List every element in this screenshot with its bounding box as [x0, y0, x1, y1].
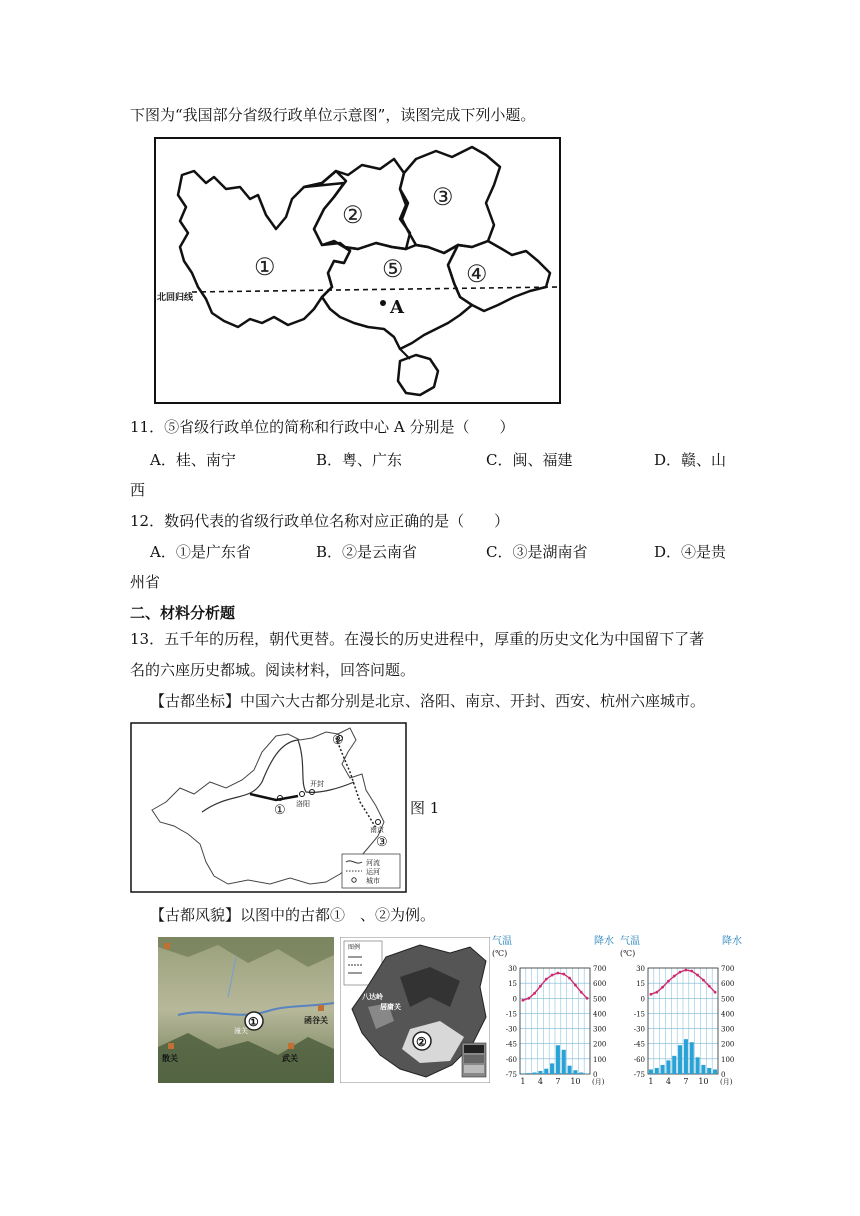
climate2-precip-bar — [690, 1042, 694, 1074]
climate1-temp-point — [551, 974, 554, 977]
climate2-temp-point — [685, 969, 688, 972]
climate2-precip-tick: 700 — [721, 965, 735, 973]
climate2-temp-tick: 15 — [636, 980, 645, 989]
tropic-label: 北回归线 — [157, 293, 194, 303]
climate1-precip-bar — [573, 1070, 577, 1074]
climate2-temp-point — [673, 975, 676, 978]
climate2-precip-tick: 400 — [721, 1010, 735, 1019]
climate1-temp-point — [527, 997, 530, 1000]
photo1-label-wuguan: 武关 — [282, 1053, 298, 1063]
climate2-x-unit: (月) — [720, 1078, 733, 1086]
climate2-right-title: 降水 — [722, 936, 742, 947]
capital-label-a: A — [390, 297, 404, 318]
map2-label-badaling: 八达岭 — [362, 992, 383, 1001]
capital-1-terrain-photo — [158, 937, 334, 1083]
climate1-precip-bar — [544, 1069, 548, 1074]
map2-legend-title: 图例 — [348, 944, 361, 951]
q13-material-2: 【古都风貌】以图中的古都① 、②为例。 — [150, 906, 436, 924]
fig1-legend-river: 河流 — [366, 859, 380, 867]
q13-line-2: 名的六座历史都城。阅读材料，回答问题。 — [130, 661, 416, 679]
fig1-legend-city: 城市 — [366, 877, 380, 885]
climate2-temp-point — [650, 993, 653, 996]
climate2-temp-point — [696, 974, 699, 977]
climate2-temp-point — [714, 991, 717, 994]
climate2-temp-tick: 0 — [640, 995, 645, 1004]
photo1-label-hanguguan: 函谷关 — [304, 1015, 328, 1025]
climate2-temp-point — [690, 970, 693, 973]
climate2-precip-bar — [666, 1060, 670, 1074]
climate1-x-unit: (月) — [592, 1078, 605, 1086]
climate2-precip-bar — [696, 1057, 700, 1074]
climate1-temp-point — [545, 978, 548, 981]
climate1-temp-tick: -60 — [505, 1055, 517, 1064]
climate2-temp-tick: -15 — [633, 1010, 645, 1019]
climate1-precip-tick: 400 — [593, 1010, 607, 1019]
climate2-left-title: 气温 — [620, 936, 640, 947]
climate1-precip-tick: 600 — [593, 980, 607, 989]
climate1-precip-bar — [550, 1063, 554, 1074]
climate2-month-tick: 10 — [698, 1077, 709, 1086]
climate1-temp-point — [568, 977, 571, 980]
capital-2-map — [340, 937, 490, 1083]
q12-option-a: A．①是广东省 — [150, 543, 251, 561]
climate1-temp-tick: -15 — [505, 1010, 517, 1019]
climate2-precip-tick: 300 — [721, 1025, 735, 1034]
q11-option-c: C．闽、福建 — [486, 451, 573, 469]
capitals-map — [130, 722, 408, 894]
q13-material-1: 【古都坐标】中国六大古都分别是北京、洛阳、南京、开封、西安、杭州六座城市。 — [150, 692, 706, 710]
climate1-precip-tick: 100 — [593, 1055, 607, 1064]
fig1-city-2: ② — [332, 733, 344, 748]
climate1-month-tick: 4 — [537, 1077, 543, 1086]
climate2-precip-bar — [649, 1069, 653, 1074]
climate1-temp-point — [557, 972, 560, 975]
photo1-label-tongguan: 潼关 — [234, 1027, 248, 1035]
climate2-temp-tick: -75 — [633, 1071, 645, 1079]
climate1-temp-point — [580, 991, 583, 994]
climate2-month-tick: 4 — [665, 1077, 671, 1086]
climate2-left-unit: (℃) — [620, 949, 636, 958]
climate2-temp-point — [655, 991, 658, 994]
climate2-precip-tick: 0 — [721, 1071, 726, 1079]
photo1-label-capital: ① — [248, 1015, 259, 1029]
q12-option-b: B．②是云南省 — [316, 543, 418, 561]
province-map — [154, 137, 562, 405]
climate1-precip-bar — [568, 1066, 572, 1074]
climate1-precip-tick: 500 — [593, 995, 607, 1004]
climate2-precip-tick: 500 — [721, 995, 735, 1004]
climate2-precip-bar — [672, 1056, 676, 1074]
q13-line-1: 13．五千年的历程，朝代更替。在漫长的历史进程中，厚重的历史文化为中国留下了著 — [130, 630, 705, 648]
climate1-temp-point — [539, 985, 542, 988]
fig1-city-3: ③ — [376, 835, 388, 850]
climate2-month-tick: 7 — [683, 1077, 689, 1086]
climate1-temp-point — [522, 999, 525, 1002]
fig1-city-1: ① — [274, 803, 286, 818]
climate1-right-title: 降水 — [594, 936, 614, 947]
climate1-left-title: 气温 — [492, 936, 512, 947]
fig1-city-nanjing: 南京 — [370, 826, 384, 834]
map1-label-5: ⑤ — [382, 255, 404, 283]
climate1-month-tick: 1 — [520, 1077, 526, 1086]
climate2-precip-bar — [678, 1045, 682, 1074]
climate2-temp-tick: 30 — [636, 965, 645, 973]
climate2-temp-point — [708, 985, 711, 988]
map2-label-capital: ② — [416, 1035, 427, 1049]
climate1-precip-bar — [527, 1073, 531, 1074]
climate1-temp-point — [574, 984, 577, 987]
climate2-temp-tick: -45 — [633, 1040, 645, 1049]
climate1-precip-tick: 0 — [593, 1071, 598, 1079]
photo1-label-sanguan: 散关 — [162, 1053, 178, 1063]
fig1-city-kaifeng: 开封 — [310, 780, 324, 788]
q12-stem: 12．数码代表的省级行政单位名称对应正确的是（ ） — [130, 512, 510, 530]
capital-point-a — [380, 300, 386, 306]
q11-option-d: D．赣、山 — [654, 451, 727, 469]
climate2-precip-tick: 200 — [721, 1040, 735, 1049]
map1-label-2: ② — [342, 201, 364, 229]
climate2-precip-tick: 600 — [721, 980, 735, 989]
map2-label-juyongguan: 居庸关 — [380, 1002, 401, 1011]
climate1-temp-tick: -30 — [505, 1025, 517, 1034]
climate2-temp-point — [661, 986, 664, 989]
climate1-temp-point — [586, 997, 589, 1000]
climate1-precip-bar — [533, 1072, 537, 1074]
climate1-month-tick: 10 — [570, 1077, 581, 1086]
q11-option-a: A．桂、南宁 — [150, 451, 236, 469]
climate1-temp-tick: 0 — [512, 995, 517, 1004]
climate2-temp-tick: -30 — [633, 1025, 645, 1034]
map1-label-3: ③ — [432, 183, 454, 211]
fig1-legend-canal: 运河 — [366, 868, 380, 876]
climate2-temp-point — [679, 971, 682, 974]
climate1-precip-bar — [521, 1073, 525, 1074]
section-2-title: 二、材料分析题 — [130, 604, 236, 622]
climate2-precip-bar — [707, 1068, 711, 1074]
climate1-month-tick: 7 — [555, 1077, 561, 1086]
climate1-temp-tick: 30 — [508, 965, 517, 973]
map1-label-4: ④ — [466, 260, 488, 288]
climate2-precip-tick: 100 — [721, 1055, 735, 1064]
climate2-precip-bar — [684, 1039, 688, 1074]
climate1-precip-tick: 200 — [593, 1040, 607, 1049]
climate1-precip-tick: 300 — [593, 1025, 607, 1034]
climate1-precip-bar — [538, 1071, 542, 1074]
q12-option-c: C．③是湖南省 — [486, 543, 588, 561]
climate2-precip-bar — [713, 1069, 717, 1074]
map1-label-1: ① — [254, 253, 276, 281]
q11-option-b: B．粤、广东 — [316, 451, 403, 469]
climate-chart-1 — [490, 930, 616, 1090]
q11-stem: 11．⑤省级行政单位的简称和行政中心 A 分别是（ ） — [130, 418, 515, 436]
fig1-caption: 图 1 — [410, 799, 440, 817]
climate2-temp-tick: -60 — [633, 1055, 645, 1064]
climate1-precip-tick: 700 — [593, 965, 607, 973]
q12-option-d: D．④是贵 — [654, 543, 727, 561]
climate1-temp-tick: -45 — [505, 1040, 517, 1049]
climate1-temp-tick: -75 — [505, 1071, 517, 1079]
climate1-precip-bar — [579, 1072, 583, 1074]
climate2-temp-point — [702, 979, 705, 982]
climate2-precip-bar — [661, 1065, 665, 1074]
climate1-temp-point — [562, 973, 565, 976]
climate1-precip-bar — [556, 1045, 560, 1074]
q12-option-d-wrap: 州省 — [130, 573, 161, 591]
climate2-precip-bar — [701, 1065, 705, 1074]
climate2-month-tick: 1 — [648, 1077, 654, 1086]
climate2-temp-point — [667, 980, 670, 983]
climate1-temp-point — [533, 992, 536, 995]
intro-text: 下图为“我国部分省级行政单位示意图”，读图完成下列小题。 — [130, 106, 536, 124]
fig1-city-luoyang: 洛阳 — [296, 800, 310, 808]
climate2-precip-bar — [655, 1068, 659, 1074]
climate1-left-unit: (℃) — [492, 949, 508, 958]
climate-chart-2 — [618, 930, 750, 1090]
q11-option-d-wrap: 西 — [130, 481, 146, 499]
climate1-temp-tick: 15 — [508, 980, 517, 989]
climate1-precip-bar — [562, 1050, 566, 1074]
